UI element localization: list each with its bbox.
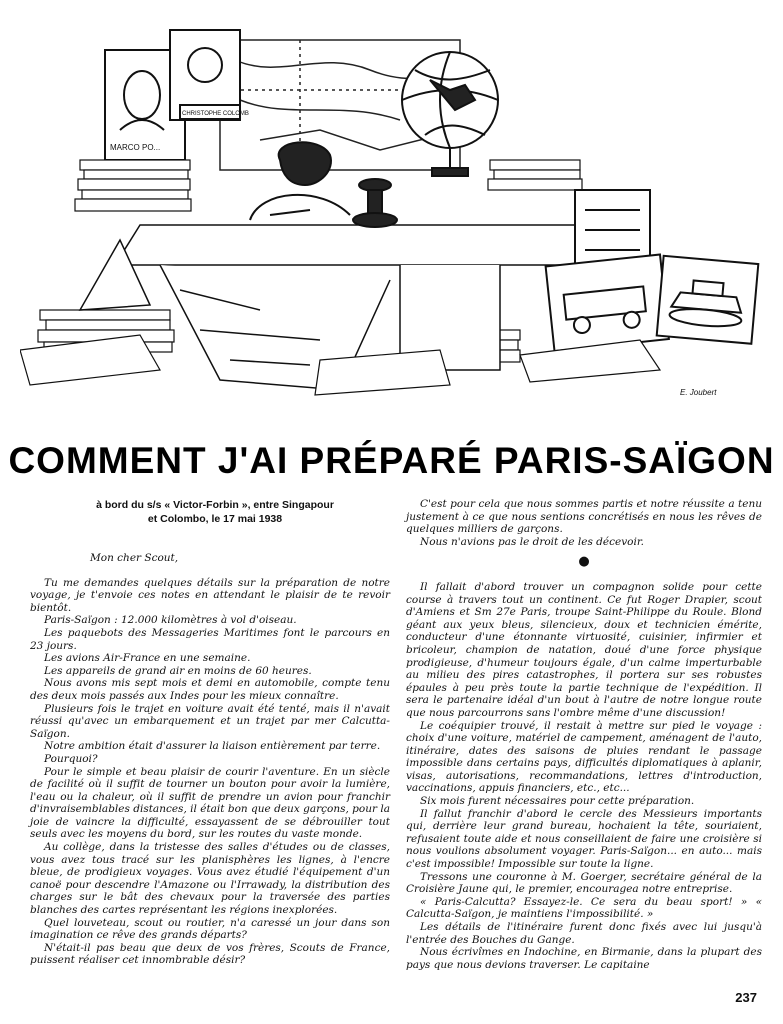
paragraph: Les paquebots des Messageries Maritimes font le parcours en 23 jours. — [30, 626, 390, 652]
paragraph: Tu me demandes quelques détails sur la préparation de notre voyage, je t'envoie ces notes en attendant le plaisir de te revoir bientôt. — [30, 576, 390, 614]
paragraph: Les avions Air-France en une semaine. — [44, 652, 251, 665]
telephone — [353, 179, 397, 227]
paragraph: Les appareils de grand air en moins de 60 heures. — [44, 664, 312, 677]
globe — [402, 52, 498, 176]
chair — [575, 190, 650, 265]
paragraph: Pourquoi? — [44, 752, 98, 765]
left-column — [30, 498, 390, 967]
paragraph: Les détails de l'itinéraire furent donc fixés avec lui jusqu'à l'entrée des Bouches du Gange. — [406, 921, 762, 946]
car-drawing-left — [546, 254, 669, 351]
paragraph: « Paris-Calcutta? Essayez-le. Ce sera du beau sport! » « Calcutta-Saïgon, je maintiens l'impossibilité. » — [406, 895, 762, 921]
frame-left-label: MARCO PO... — [110, 143, 161, 152]
paragraph: Nous avons mis sept mois et demi en automobile, compte tenu des deux mois passés aux Indes pour les mieux connaître. — [30, 677, 390, 702]
paragraph: Nous écrivîmes en Indochine, en Birmanie, dans la plupart des pays que nous devions traverser. Le capitaine — [406, 946, 762, 971]
right-column — [406, 498, 762, 971]
portrait-frame-center — [170, 30, 240, 120]
frame-center-label: CHRISTOPHE COLOMB — [182, 111, 249, 117]
paragraph: Au collège, dans la tristesse des salles d'études ou de classes, vous avez tous tracé sur les planisphères les lignes, à l'encre bleue, de prodigieux voyages. Vous avez étudié l'équipement d'un canoë pour descendre l'Amazone ou l'Irrawady, la distribution des charges sur le bât des chevaux pour la traversée des parties blanches des cartes représentant les régions inexplorées. — [30, 841, 390, 917]
paragraph: Pour le simple et beau plaisir de courir l'aventure. En un siècle de facilité où il suffit de tourner un bouton pour avoir la lumière, l'eau ou la chaleur, où il suffit de prendre un avion pour franchir d'invraisemblables distances, il était bon que deux garçons, pour la joie de vaincre la difficulté, essayassent de se débrouiller tout seuls avec les moyens du bord, sur les routes du vaste monde. — [30, 765, 390, 841]
paragraph: Nous n'avions pas le droit de les décevoir. — [420, 535, 645, 548]
salutation: Mon cher Scout, — [90, 552, 179, 564]
paragraph: Quel louveteau, scout ou routier, n'a caressé un jour dans son imagination ce rêve des grands départs? — [30, 916, 390, 942]
paragraph: Il fallut franchir d'abord le cercle des Messieurs importants qui, derrière leur grand bureau, hochaient la tête, souriaient, refusaient toute aide et nous conseillaient de faire une croisière si nous voulions absolument voyager. Paris-Saïgon... en auto... mais c'est impossible! Impossible sur toute la ligne. — [406, 807, 762, 871]
paragraph: Il fallait d'abord trouver un compagnon solide pour cette course à travers tout un continent. Ce fut Roger Drapier, scout d'Amiens et Sm 27e Paris, troupe Saint-Philippe du Roule. Blond géant aux yeux bleus, silencieux, doux et technicien émérite, conducteur d'une étonnante virtuosité, cuisinier, infirmier et bricoleur, champion de natation, doué d'une force physique prodigieuse, d'humeur toujours égale, d'un calme imperturbable au milieu des pires catastrophes, il portera sur ses robustes épaules à peu près toute la partie technique de l'expédition. Il sera le partenaire idéal d'un bout à l'autre de notre longue route que nous parcourrons sans l'ombre même d'une discussion! — [406, 580, 762, 719]
explorer-figure — [250, 142, 350, 220]
article-title: COMMENT J'AI PRÉPARÉ PARIS-SAÏGON — [8, 440, 775, 481]
tank-drawing-right — [657, 256, 759, 344]
desk-illustration — [20, 10, 765, 405]
paragraph: N'était-il pas beau que deux de vos frères, Scouts de France, puissent réaliser cet innombrable désir? — [30, 941, 390, 967]
paragraph: Six mois furent nécessaires pour cette préparation. — [420, 795, 695, 808]
dateline — [30, 498, 390, 526]
paragraph: Le coéquipier trouvé, il restait à mettre sur pied le voyage : choix d'une voiture, matériel de campement, aménagent de l'auto, itinéraire, dates des saisons de pluies rendant le passage impossible dans certains pays, difficultés diplomatiques à aplanir, visas, autorisations, recommandations, lettres d'introduction, vaccinations, appuis financiers, etc., etc... — [406, 719, 762, 795]
page-number: 237 — [735, 990, 757, 1005]
dateline-line-1: à bord du s/s « Victor-Forbin », entre Singapour — [96, 499, 334, 511]
paragraph: C'est pour cela que nous sommes partis et notre réussite a tenu justement à ce que nous sentions concrétisés en nous les rêves de quelques milliers de garçons. — [406, 498, 762, 536]
paragraph: Paris-Saïgon : 12.000 kilomètres à vol d'oiseau. — [44, 614, 297, 627]
paragraph: Plusieurs fois le trajet en voiture avait été tenté, mais il n'avait réussi qu'avec un embarquement et un trajet par mer Calcutta-Saïgon. — [30, 702, 390, 740]
section-divider-dot: ● — [578, 554, 590, 570]
paragraph: Notre ambition était d'assurer la liaison entièrement par terre. — [44, 740, 381, 753]
paragraph: Tressons une couronne à M. Goerger, secrétaire général de la Croisière Jaune qui, le premier, encouragea notre entreprise. — [406, 870, 762, 896]
artist-signature: E. Joubert — [680, 388, 717, 397]
dateline-line-2: et Colombo, le 17 mai 1938 — [147, 513, 283, 525]
